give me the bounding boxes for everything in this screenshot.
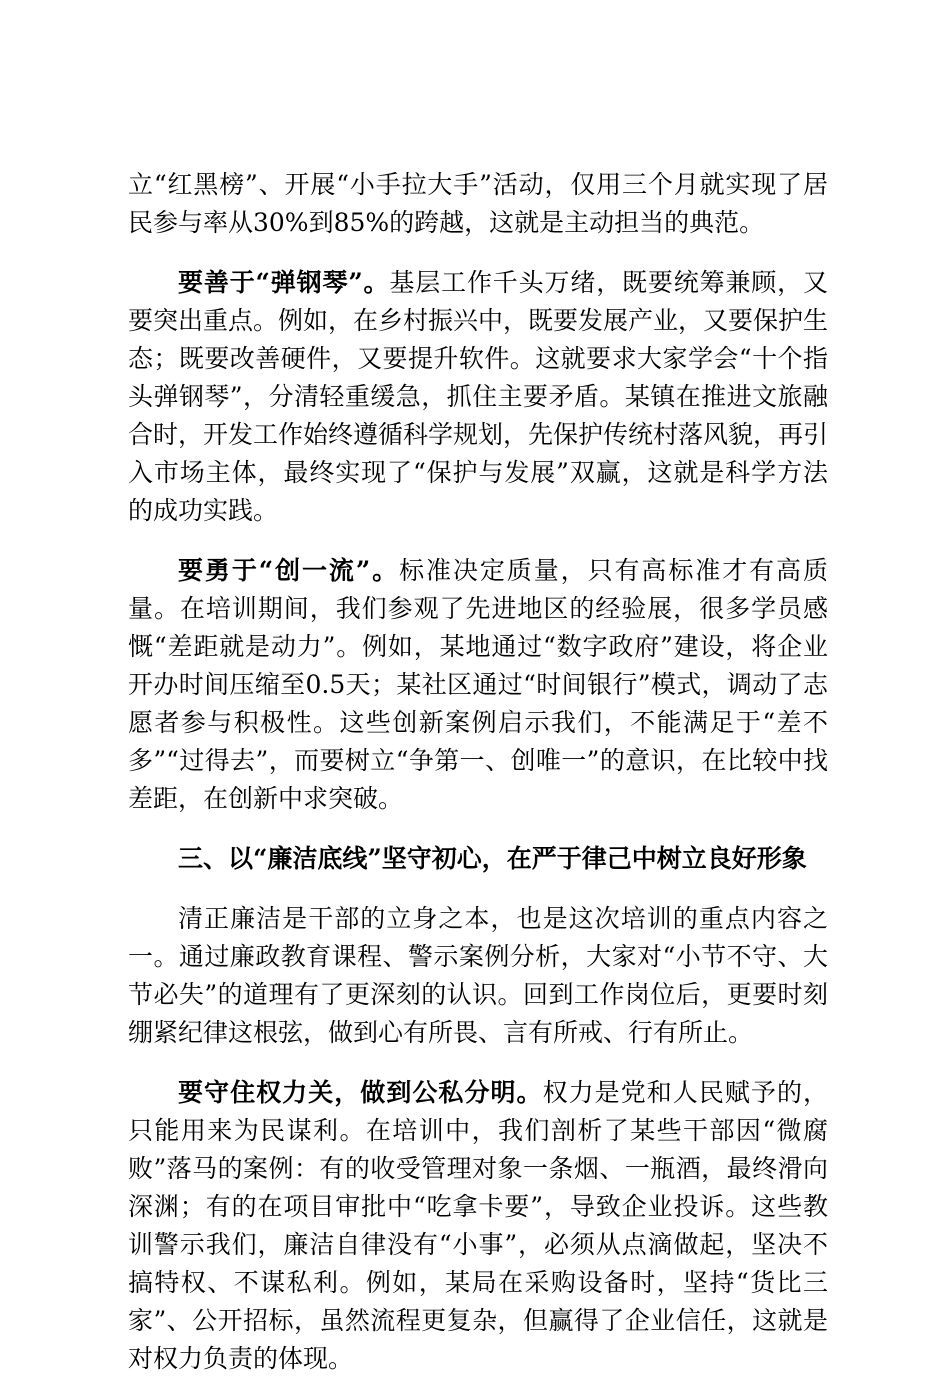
paragraph-continuation [128,166,828,242]
paragraph-power [128,1074,828,1378]
document-body [128,166,828,1400]
paragraph-lead: 要守住权力关，做到公私分明。 [178,1078,543,1107]
paragraph-integrity [128,900,828,1052]
paragraph-text: 权力是党和人民赋予的，只能用来为民谋利。在培训中，我们剖析了某些干部因“微腐败”落马的案例：有的收受管理对象一条烟、一瓶酒，最终滑向深渊；有的在项目审批中“吃拿卡要”，导致企业投诉。这些教训警示我们，廉洁自律没有“小事”，必须从点滴做起，坚决不搞特权、不谋私利。例如，某局在采购设备时，坚持“货比三家”、公开招标，虽然流程更复杂，但赢得了企业信任，这就是对权力负责的体现。 [128,1078,828,1373]
paragraph-text: 基层工作千头万绪，既要统筹兼顾，又要突出重点。例如，在乡村振兴中，既要发展产业，又要保护生态；既要改善硬件，又要提升软件。这就要求大家学会“十个指头弹钢琴”，分清轻重缓急，抓住主要矛盾。某镇在推进文旅融合时，开发工作始终遵循科学规划，先保护传统村落风貌，再引入市场主体，最终实现了“保护与发展”双赢，这就是科学方法的成功实践。 [128,268,829,525]
paragraph-text: 立“红黑榜”、开展“小手拉大手”活动，仅用三个月就实现了居民参与率从30%到85%的跨越，这就是主动担当的典范。 [128,170,828,237]
paragraph-text: 清正廉洁是干部的立身之本，也是这次培训的重点内容之一。通过廉政教育课程、警示案例分析，大家对“小节不守、大节必失”的道理有了更深刻的认识。回到工作岗位后，更要时刻绷紧纪律这根弦，做到心有所畏、言有所戒、行有所止。 [128,904,828,1047]
paragraph-text: 标准决定质量，只有高标准才有高质量。在培训期间，我们参观了先进地区的经验展，很多学员感慨“差距就是动力”。例如，某地通过“数字政府”建设，将企业开办时间压缩至0.5天；某社区通过“时间银行”模式，调动了志愿者参与积极性。这些创新案例启示我们，不能满足于“差不多”“过得去”，而要树立“争第一、创唯一”的意识，在比较中找差距，在创新中求突破。 [128,556,828,813]
paragraph-play-piano [128,264,828,530]
paragraph-first-class [128,552,828,818]
paragraph-lead: 要勇于“创一流”。 [178,556,400,585]
paragraph-lead: 要善于“弹钢琴”。 [178,268,390,297]
section-heading: 三、以“廉洁底线”坚守初心，在严于律己中树立良好形象 [178,844,807,873]
